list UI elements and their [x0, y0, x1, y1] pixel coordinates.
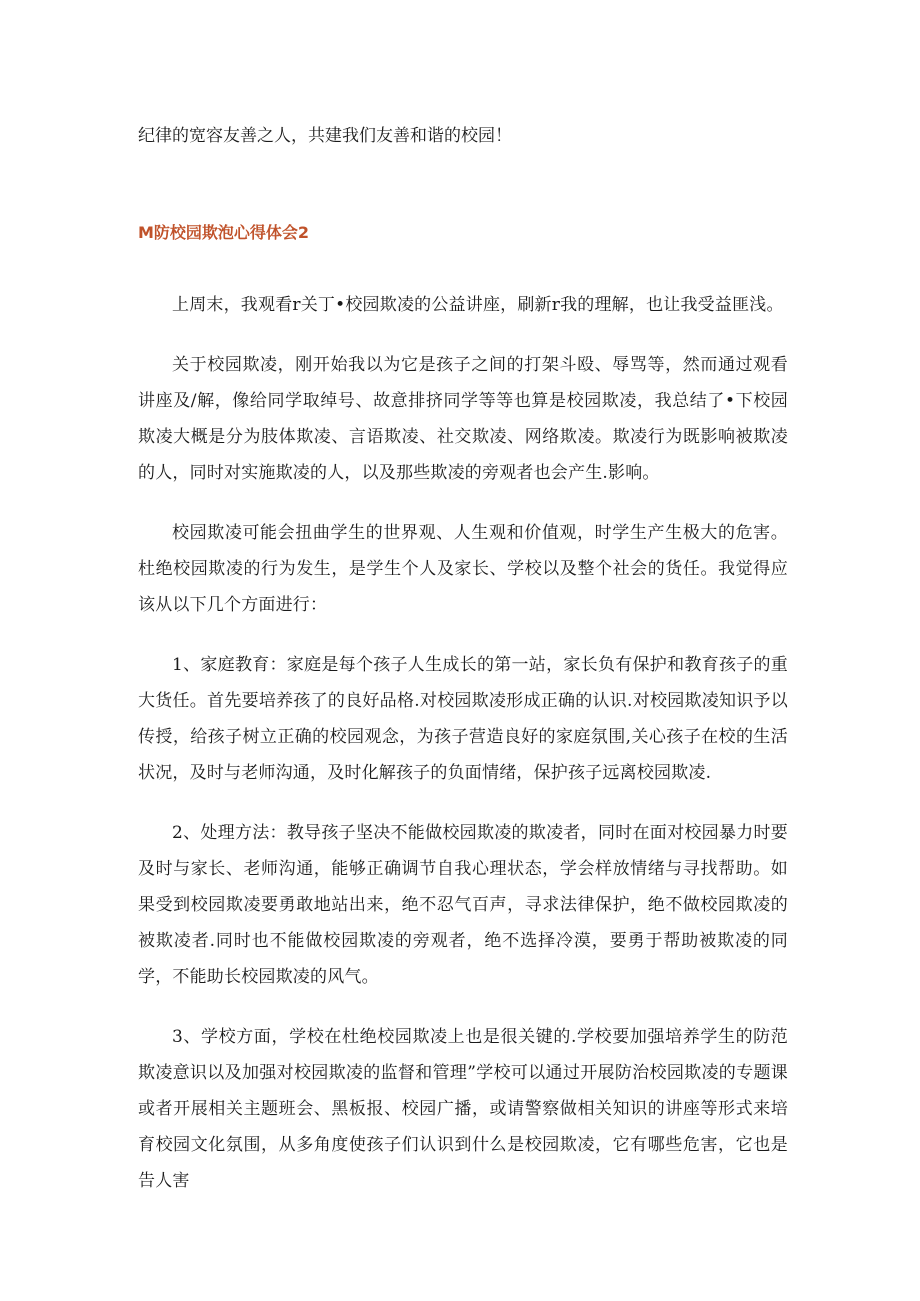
body-text: [138, 287, 788, 1223]
section-heading: M防校园欺泡心得体会2: [138, 223, 310, 242]
paragraph-family-education: 1、家庭教育：家庭是每个孩子人生成长的第一站，家长负有保护和教育孩子的重大货任。首先要培养孩了的良好品格.对校园欺凌形成正确的认识.对校园欺凌知识予以传授，给孩子树立正确的校园观念，为孩子营造良好的家庭氛围,关心孩子在校的生活状况，及时与老师沟通，及时化解孩子的负面情绪，保护孩子远离校园欺凌.: [138, 655, 788, 783]
paragraph-harm: 校园欺凌可能会扭曲学生的世界观、人生观和价值观，时学生产生极大的危害。杜绝校园欺凌的行为发生，是学生个人及家长、学校以及整个社会的货任。我觉得应该从以下几个方面进行：: [138, 523, 788, 615]
paragraph-intro: 上周末，我观看r关丁•校园欺凌的公益讲座，刷新r我的理解，也让我受益匪浅。: [172, 295, 784, 315]
paragraph-handling-method: 2、处理方法：教导孩子坚决不能做校园欺凌的欺凌者，同时在面对校园暴力时要及时与家长、老师沟通，能够正确调节自我心理状态，学会样放情绪与寻找帮助。如果受到校园欺凌要勇敢地站出来，绝不忍气百声，寻求法律保护，绝不做校园欺凌的被欺凌者.同时也不能做校园欺凌的旁观者，绝不选择冷漠，要勇于帮助被欺凌的同学，不能助长校园欺凌的风气。: [138, 823, 788, 987]
continued-line: 纪律的宽容友善之人，共建我们友善和谐的校园！: [138, 126, 512, 146]
paragraph-definition: 关于校园欺凌，刚开始我以为它是孩子之间的打架斗殴、辱骂等，然而通过观看讲座及/解，像给同学取绰号、故意排挤同学等等也算是校园欺凌，我总结了•下校园欺凌大概是分为肢体欺凌、言语欺凌、社交欺凌、网络欺凌。欺凌行为既影响被欺凌的人，同时对实施欺凌的人，以及那些欺凌的旁观者也会产生.影响。: [138, 355, 788, 483]
paragraph-school: 3、学校方面，学校在杜绝校园欺凌上也是很关键的.学校要加强培养学生的防范欺凌意识以及加强对校园欺凌的监督和管理”学校可以通过开展防治校园欺凌的专题课或者开展相关主题班会、黑板报、校园广播，或请警察做相关知识的讲座等形式来培育校园文化氛围，从多角度使孩子们认识到什么是校园欺凌，它有哪些危害，它也是告人害: [138, 1027, 788, 1191]
